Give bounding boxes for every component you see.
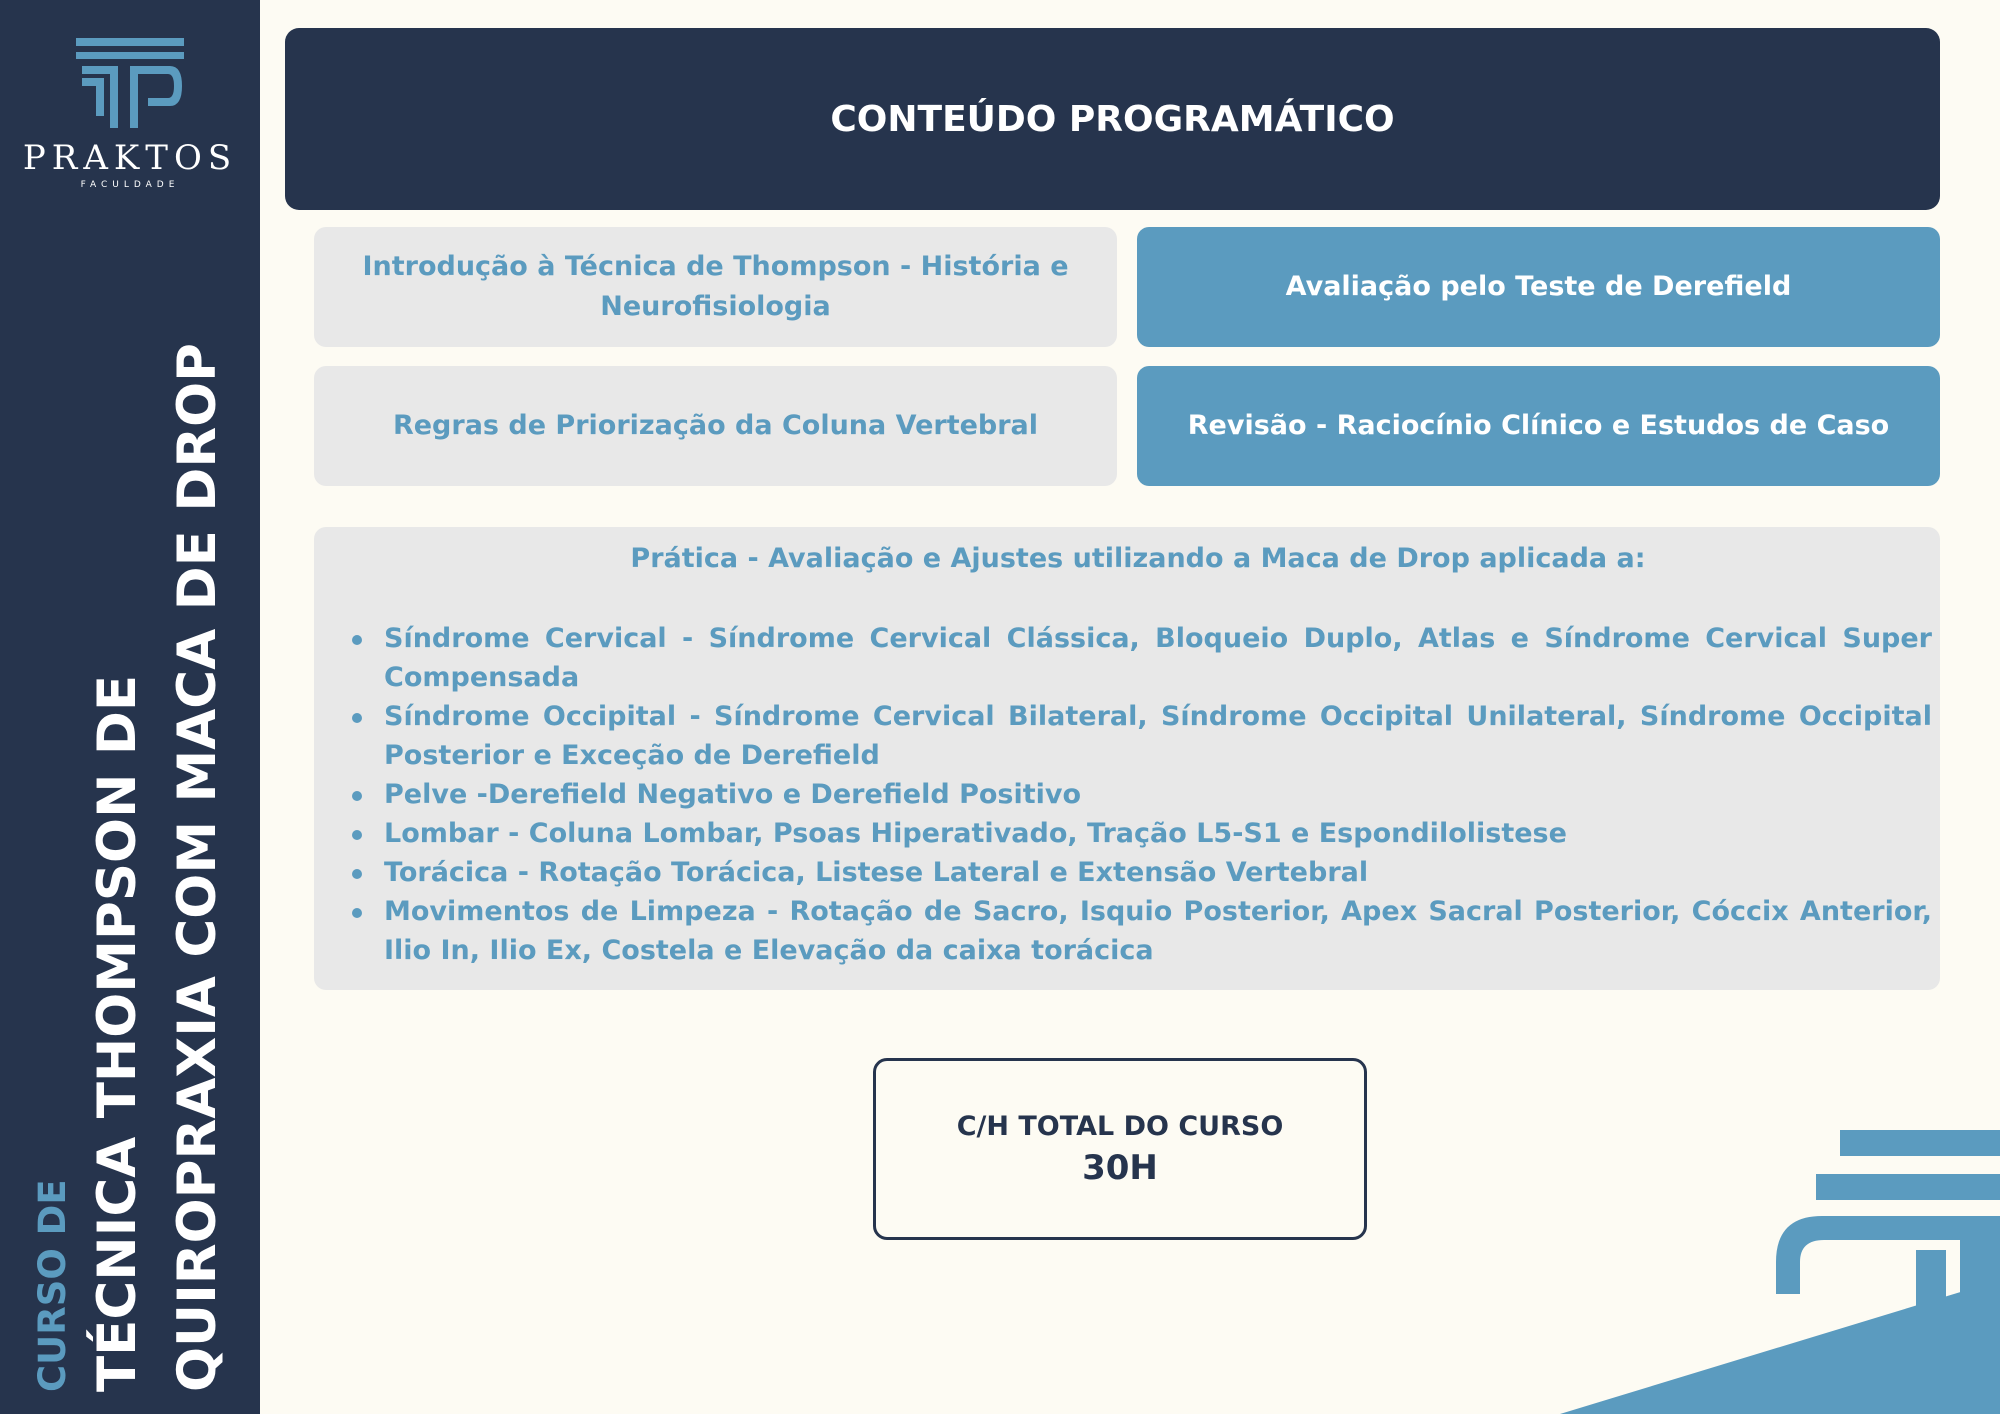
- module-label: Introdução à Técnica de Thompson - História e Neurofisiologia: [362, 251, 1069, 322]
- pillar-logo-icon: [74, 36, 186, 130]
- course-title-line2: QUIROPRAXIA COM MACA DE DROP: [167, 342, 228, 1392]
- module-label: Regras de Priorização da Coluna Vertebral: [392, 410, 1039, 441]
- list-item: Lombar - Coluna Lombar, Psoas Hiperativado, Tração L5-S1 e Espondilolistese: [344, 814, 1932, 853]
- brand-name: PRAKTOS: [22, 138, 238, 178]
- list-item: Síndrome Cervical - Síndrome Cervical Clássica, Bloqueio Duplo, Atlas e Síndrome Cervical Super Compensada: [344, 619, 1932, 697]
- practice-list: [344, 619, 1932, 970]
- module-card-3: [314, 366, 1117, 486]
- total-hours-label: C/H TOTAL DO CURSO: [956, 1110, 1284, 1142]
- course-title: [28, 232, 238, 1392]
- list-item: Síndrome Occipital - Síndrome Cervical Bilateral, Síndrome Occipital Unilateral, Síndrome Occipital Posterior e Exceção de Derefield: [344, 697, 1932, 775]
- practice-title: Prática - Avaliação e Ajustes utilizando a Maca de Drop aplicada a:: [630, 543, 1646, 574]
- course-prefix: CURSO DE: [31, 1179, 74, 1392]
- page-title: [285, 28, 1940, 210]
- page-title-text: CONTEÚDO PROGRAMÁTICO: [830, 98, 1395, 140]
- course-title-line1: TÉCNICA THOMPSON DE: [87, 674, 148, 1392]
- module-card-1: [314, 227, 1117, 347]
- list-item: Torácica - Rotação Torácica, Listese Lateral e Extensão Vertebral: [344, 853, 1932, 892]
- praktos-logo: [0, 36, 260, 190]
- module-label: Avaliação pelo Teste de Derefield: [1285, 271, 1792, 302]
- module-card-2: [1137, 227, 1940, 347]
- total-hours-value: 30H: [1082, 1147, 1158, 1188]
- practice-section: [314, 527, 1940, 990]
- module-card-4: [1137, 366, 1940, 486]
- brand-subtitle: FACULDADE: [80, 180, 180, 190]
- list-item: Pelve -Derefield Negativo e Derefield Positivo: [344, 775, 1932, 814]
- total-hours-box: [873, 1058, 1367, 1240]
- decorative-pillar-icon: [1560, 1110, 2000, 1414]
- module-label: Revisão - Raciocínio Clínico e Estudos de Caso: [1187, 410, 1890, 441]
- sidebar: [0, 0, 260, 1414]
- list-item: Movimentos de Limpeza - Rotação de Sacro, Isquio Posterior, Apex Sacral Posterior, Cóccix Anterior, Ilio In, Ilio Ex, Costela e Elevação da caixa torácica: [344, 892, 1932, 970]
